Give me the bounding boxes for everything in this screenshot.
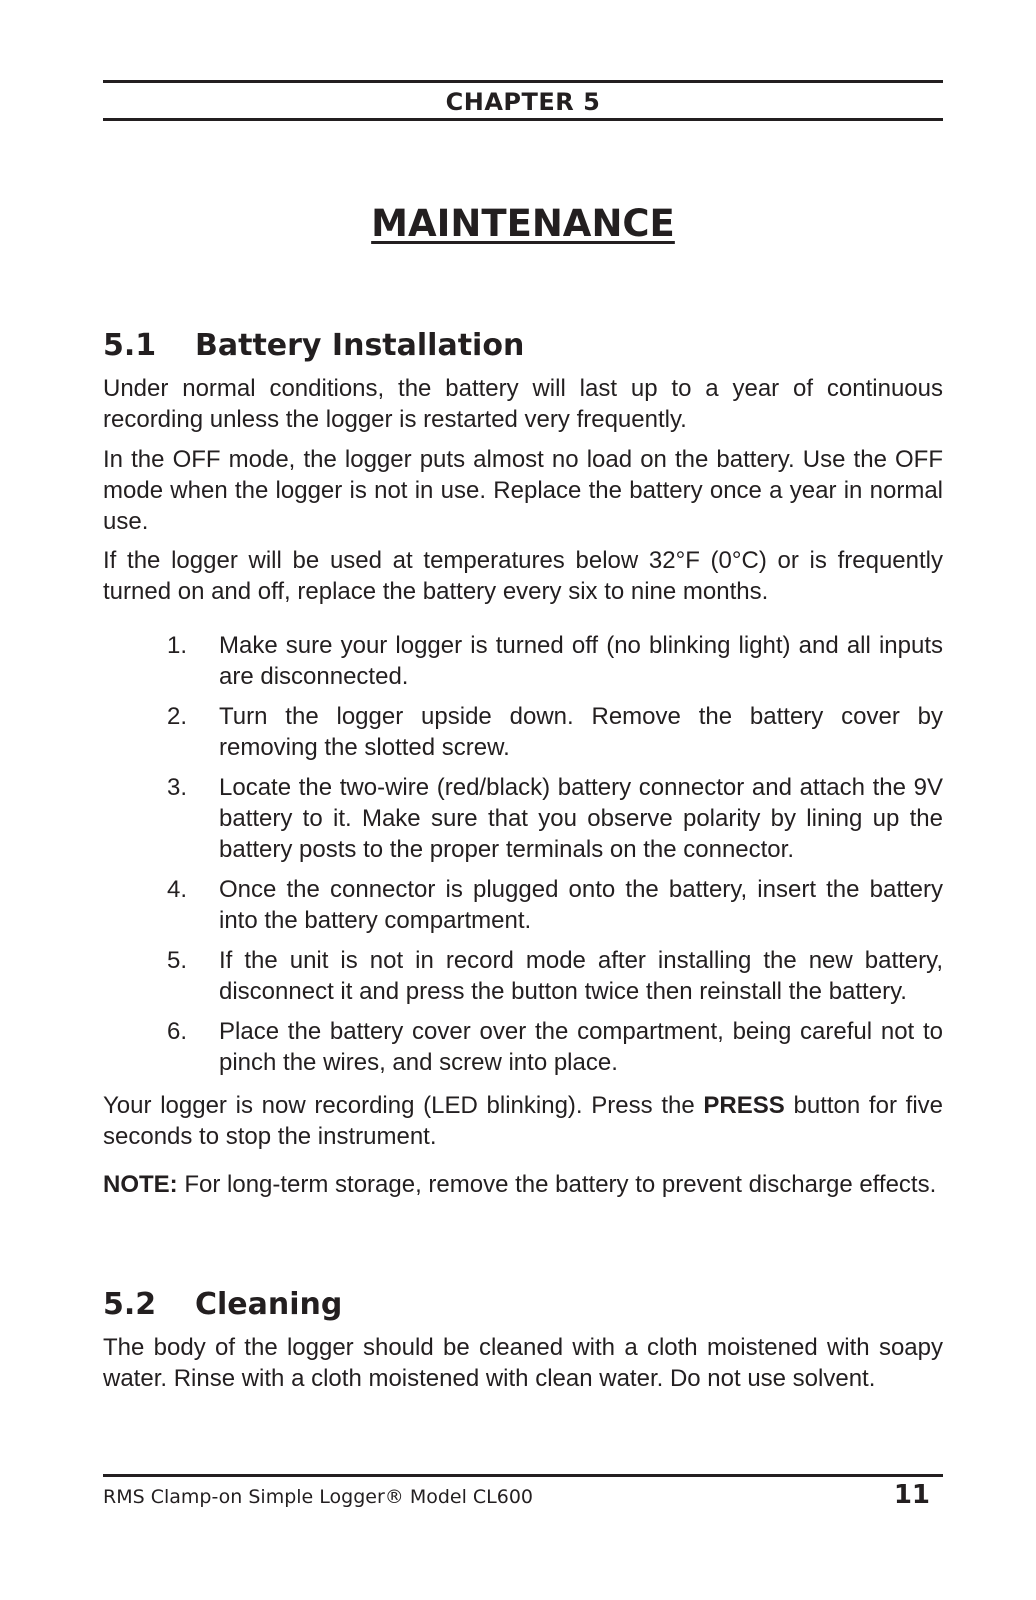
recording-text-before: Your logger is now recording (LED blinking). Press the — [103, 1092, 704, 1119]
note-label: NOTE: — [103, 1171, 178, 1198]
step-number: 6. — [167, 1018, 188, 1045]
list-item — [103, 945, 943, 1007]
step-text: Once the connector is plugged onto the battery, insert the battery into the battery compartment. — [219, 876, 943, 934]
list-item — [103, 701, 943, 763]
chapter-label: CHAPTER 5 — [445, 88, 601, 116]
header-bottom-rule — [103, 118, 943, 121]
step-text: Turn the logger upside down. Remove the battery cover by removing the slotted screw. — [219, 703, 943, 761]
section-heading-battery — [103, 328, 943, 363]
list-item — [103, 772, 943, 865]
paragraph-off-mode: In the OFF mode, the logger puts almost no load on the battery. Use the OFF mode when the logger is not in use. Replace the battery once a year in normal use. — [103, 446, 943, 535]
section-title: Battery Installation — [195, 328, 525, 363]
section-number: 5.1 — [103, 328, 157, 363]
page-title-text: MAINTENANCE — [371, 202, 675, 245]
step-text: If the unit is not in record mode after installing the new battery, disconnect it and press the button twice then reinstall the battery. — [219, 947, 943, 1005]
list-item — [103, 874, 943, 936]
step-number: 4. — [167, 876, 188, 903]
note-paragraph — [103, 1169, 943, 1200]
step-number: 5. — [167, 947, 188, 974]
section-number: 5.2 — [103, 1287, 157, 1322]
footer-text: RMS Clamp-on Simple Logger® Model CL600 — [103, 1486, 534, 1508]
paragraph-recording — [103, 1090, 943, 1152]
step-text: Make sure your logger is turned off (no blinking light) and all inputs are disconnected. — [219, 632, 943, 690]
footer-rule — [103, 1474, 943, 1477]
page-number: 11 — [893, 1480, 930, 1510]
section-title: Cleaning — [195, 1287, 343, 1322]
step-number: 2. — [167, 703, 188, 730]
header-top-rule — [103, 80, 943, 83]
installation-steps-list — [103, 630, 943, 1087]
recording-text-after: button for five seconds to stop the instrument. — [103, 1092, 943, 1150]
section-heading-cleaning — [103, 1287, 943, 1322]
list-item — [103, 630, 943, 692]
step-text: Locate the two-wire (red/black) battery connector and attach the 9V battery to it. Make sure that you observe polarity by lining up the battery posts to the proper terminals on the connector. — [219, 774, 943, 863]
note-text: For long-term storage, remove the battery to prevent discharge effects. — [177, 1171, 937, 1198]
paragraph-cleaning: The body of the logger should be cleaned with a cloth moistened with soapy water. Rinse with a cloth moistened with clean water. Do not use solvent. — [103, 1334, 943, 1392]
step-text: Place the battery cover over the compartment, being careful not to pinch the wires, and screw into place. — [219, 1018, 943, 1076]
step-number: 3. — [167, 774, 188, 801]
step-number: 1. — [167, 632, 188, 659]
paragraph-temperature: If the logger will be used at temperatures below 32°F (0°C) or is frequently turned on and off, replace the battery every six to nine months. — [103, 547, 943, 605]
list-item — [103, 1016, 943, 1078]
press-button-label: PRESS — [703, 1092, 785, 1119]
page-title — [103, 202, 943, 245]
paragraph-battery-life: Under normal conditions, the battery will last up to a year of continuous recording unless the logger is restarted very frequently. — [103, 375, 943, 433]
